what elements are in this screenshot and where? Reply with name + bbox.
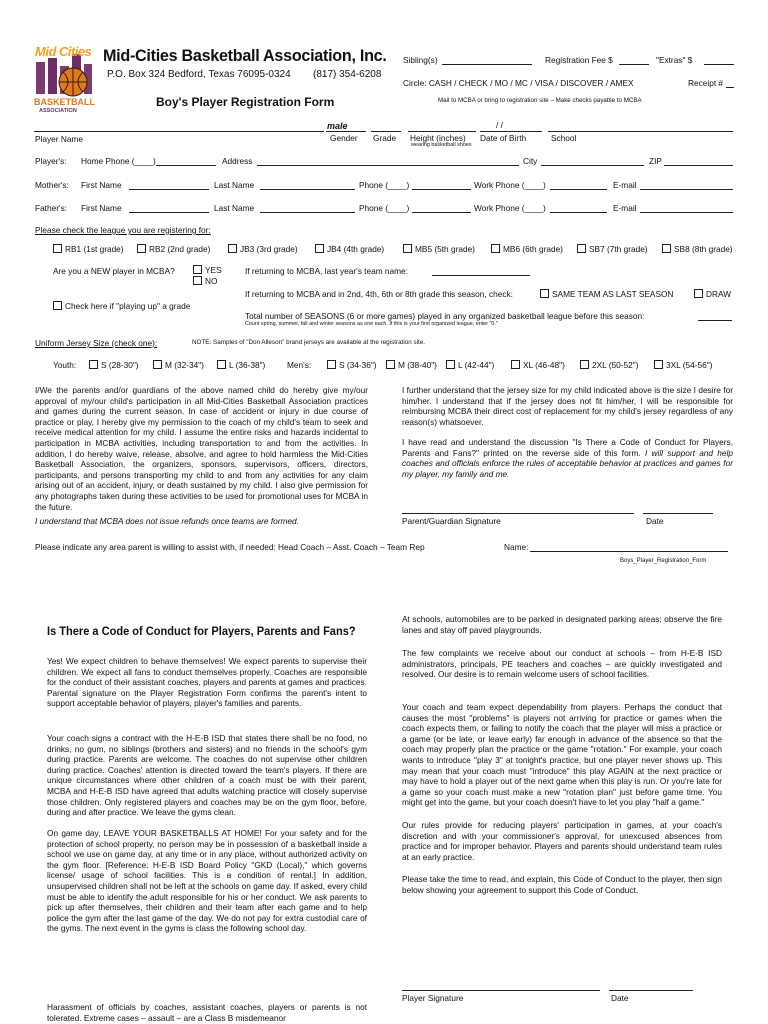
league-jb3[interactable]: JB3 (3rd grade) bbox=[228, 244, 298, 254]
address-field[interactable] bbox=[257, 165, 519, 166]
youth-s-checkbox[interactable] bbox=[89, 360, 98, 369]
grade-label: Grade bbox=[373, 133, 397, 143]
waiver-right-text-1: I further understand that the jersey size for my child indicated above is the size I desire for him/her. I understand that if the jersey does not fit him/her, I will be responsible for reimbursing MCBA their direct cost of replacement for my child's jersey regardless of any reason(s) whatsoever. bbox=[402, 385, 733, 427]
siblings-label: Sibling(s) bbox=[403, 55, 438, 65]
conduct-r3: Your coach and team expect dependability from players. Perhaps the conduct that causes the most "problems" is players not arriving for practice or games when the coach expects them, or failing to notify the coach that the player will miss a practice or a game (or be late, or leave early) far enough in advance of the absence so that the coach may properly plan the practice or the game "rotation." For example, your coach wants to introduce "play 3" at tonight's practice, but one player never shows up. This may mean that your coach must "introduce" this play AGAIN at the next practice or may have to hold a player out of the next game when this play is run. Or you're late for a game so your coach must make a new "rotation plan" just before game time. You might get into the game, but your coach doesn't have to let you play "half a game." bbox=[402, 702, 722, 808]
conduct-r5: Please take the time to read, and explain, this Code of Conduct to the player, then sign below showing your agreement to support this Code of Conduct. bbox=[402, 874, 722, 895]
home-phone-field[interactable] bbox=[156, 165, 216, 166]
receipt-field[interactable] bbox=[726, 87, 734, 88]
mens-size-xl[interactable]: XL (46-48") bbox=[511, 360, 565, 370]
mens-3xl-checkbox[interactable] bbox=[654, 360, 663, 369]
league-sb7-checkbox[interactable] bbox=[577, 244, 586, 253]
fathers-label: Father's: bbox=[35, 203, 68, 213]
player-signature-label: Player Signature bbox=[402, 993, 464, 1003]
assist-name-label: Name: bbox=[504, 542, 529, 552]
mens-size-2xl[interactable]: 2XL (50-52") bbox=[580, 360, 638, 370]
extras-label: "Extras" $ bbox=[656, 55, 693, 65]
parent-signature-field[interactable] bbox=[402, 513, 634, 514]
receipt-label: Receipt # bbox=[688, 78, 724, 88]
playing-up[interactable]: Check here if "playing up" a grade bbox=[53, 301, 190, 311]
father-last-name-field[interactable] bbox=[260, 212, 355, 213]
league-mb5-checkbox[interactable] bbox=[403, 244, 412, 253]
logo-bottom-text: BASKETBALL bbox=[34, 97, 95, 107]
mother-work-phone-label: Work Phone (____) bbox=[474, 180, 546, 190]
zip-label: ZIP bbox=[649, 156, 662, 166]
city-label: City bbox=[523, 156, 538, 166]
returning-grade-label: If returning to MCBA and in 2nd, 4th, 6th or 8th grade this season, check: bbox=[245, 289, 513, 299]
league-jb3-checkbox[interactable] bbox=[228, 244, 237, 253]
father-work-phone-field[interactable] bbox=[550, 212, 607, 213]
league-prompt: Please check the league you are registering for: bbox=[35, 225, 211, 235]
mother-first-name-label: First Name bbox=[81, 180, 122, 190]
father-email-field[interactable] bbox=[640, 212, 733, 213]
mens-size-l[interactable]: L (42-44") bbox=[446, 360, 494, 370]
dob-separator: / / bbox=[496, 120, 503, 130]
mens-s-checkbox[interactable] bbox=[327, 360, 336, 369]
waiver-right-text-2b: I will support and help coaches and officials enforce the rules of acceptable behavior at practices and games for my player, my family and me. bbox=[402, 447, 733, 479]
league-rb2-checkbox[interactable] bbox=[137, 244, 146, 253]
parent-date-field[interactable] bbox=[643, 513, 713, 514]
waiver-right-text-2 bbox=[402, 437, 733, 479]
logo-top-text: Mid Cities bbox=[35, 44, 92, 59]
home-phone-label: Home Phone (____) bbox=[81, 156, 156, 166]
player-name-label: Player Name bbox=[35, 134, 83, 144]
mother-email-label: E-mail bbox=[613, 180, 637, 190]
new-player-question: Are you a NEW player in MCBA? bbox=[53, 266, 175, 276]
mothers-label: Mother's: bbox=[35, 180, 69, 190]
form-title: Boy's Player Registration Form bbox=[156, 95, 335, 109]
org-name: Mid-Cities Basketball Association, Inc. bbox=[103, 46, 387, 65]
father-first-name-field[interactable] bbox=[129, 212, 209, 213]
father-first-name-label: First Name bbox=[81, 203, 122, 213]
city-field[interactable] bbox=[541, 165, 644, 166]
conduct-r4: Our rules provide for reducing players' participation in games, at your coach's discretion and with your commissioner's approval, for unexcused absences from practice and for improper behavior. Players and parents should understand team rules at an early practice. bbox=[402, 820, 722, 862]
jersey-note: NOTE: Samples of "Don Alleson" brand jerseys are available at the registration site. bbox=[192, 339, 426, 346]
refund-note: I understand that MCBA does not issue refunds once teams are formed. bbox=[35, 516, 299, 526]
mens-l-checkbox[interactable] bbox=[446, 360, 455, 369]
assist-text: Please indicate any area parent is willing to assist with, if needed: Head Coach – Asst. Coach – Team Rep bbox=[35, 542, 425, 552]
conduct-p1: Yes! We expect children to behave themselves! We expect parents to supervise their children. We expect all fans to conduct themselves properly. Coaches are responsible for the conduct of their assistant coaches, players and parents at games and practices. Parental signature on the Player Registration Form confirms the parent's intent to support acceptable behavior of players, player's families and parents. bbox=[47, 656, 367, 709]
youth-l-checkbox[interactable] bbox=[217, 360, 226, 369]
player-date-label: Date bbox=[611, 993, 629, 1003]
mens-xl-checkbox[interactable] bbox=[511, 360, 520, 369]
new-player-no[interactable]: NO bbox=[193, 276, 217, 286]
address-label: Address bbox=[222, 156, 253, 166]
mother-phone-label: Phone (____) bbox=[359, 180, 410, 190]
gender-value: male bbox=[327, 121, 348, 131]
fee-label: Registration Fee $ bbox=[545, 55, 613, 65]
league-mb6-checkbox[interactable] bbox=[491, 244, 500, 253]
school-label: School bbox=[551, 133, 577, 143]
payment-circle-label: Circle: CASH / CHECK / MO / MC / VISA / DISCOVER / AMEX bbox=[403, 78, 634, 88]
mens-size-m[interactable]: M (38-40") bbox=[386, 360, 437, 370]
mens-size-s[interactable]: S (34-36") bbox=[327, 360, 377, 370]
mens-2xl-checkbox[interactable] bbox=[580, 360, 589, 369]
jersey-label: Uniform Jersey Size (check one): bbox=[35, 338, 158, 348]
player-signature-field[interactable] bbox=[402, 990, 600, 991]
youth-size-s[interactable]: S (28-30") bbox=[89, 360, 139, 370]
league-sb8[interactable]: SB8 (8th grade) bbox=[662, 244, 733, 254]
parent-signature-label: Parent/Guardian Signature bbox=[402, 516, 501, 526]
same-team-option[interactable]: SAME TEAM AS LAST SEASON bbox=[540, 289, 673, 299]
draw-checkbox[interactable] bbox=[694, 289, 703, 298]
height-field[interactable] bbox=[408, 131, 476, 132]
same-team-checkbox[interactable] bbox=[540, 289, 549, 298]
league-jb4[interactable]: JB4 (4th grade) bbox=[315, 244, 384, 254]
parent-date-label: Date bbox=[646, 516, 664, 526]
league-sb8-checkbox[interactable] bbox=[662, 244, 671, 253]
conduct-p3: On game day, LEAVE YOUR BASKETBALLS AT HOME! For your safety and for the protection of school property, no person may be in possession of a basketball inside a school we use on game day, at any time or in any place, without authorized activity on the gym floor. [Reference: H-E-B ISD Board Policy "GKD (Local)," which governs license/ usage of school facilities. This is a condition of rental.] In addition, unsupervised children shall not be left at the schools on game day. If asked, every child must be able to identify the adult responsible for his or her conduct. We ask parents to pick up after themselves, their children and their team after each game and to help police the gym after the last game of the day. We do not pay for extra custodial care of the gyms. The next event in the gyms is class the following school day. bbox=[47, 828, 367, 934]
extras-field[interactable] bbox=[704, 64, 734, 65]
league-mb6[interactable]: MB6 (6th grade) bbox=[491, 244, 563, 254]
draw-option[interactable]: DRAW bbox=[694, 289, 731, 299]
height-note: wearing basketball shoes bbox=[411, 142, 472, 148]
form-id: Boys_Player_Registration_Form bbox=[620, 558, 707, 564]
dob-field[interactable] bbox=[480, 131, 542, 132]
seasons-note: Count spring, summer, fall and winter seasons as one each. If this is your first organized league, enter "0." bbox=[245, 321, 498, 327]
mother-email-field[interactable] bbox=[640, 189, 733, 190]
league-rb2[interactable]: RB2 (2nd grade) bbox=[137, 244, 210, 254]
conduct-title: Is There a Code of Conduct for Players, Parents and Fans? bbox=[47, 624, 356, 638]
logo-sub-text: ASSOCIATION bbox=[39, 108, 77, 114]
mens-m-checkbox[interactable] bbox=[386, 360, 395, 369]
conduct-p4: Harassment of officials by coaches, assistant coaches, players or parents is not tolerated. Extreme cases – assault – are a Class B misdemeanor bbox=[47, 1002, 367, 1023]
youth-m-checkbox[interactable] bbox=[153, 360, 162, 369]
father-work-phone-label: Work Phone (____) bbox=[474, 203, 546, 213]
seasons-field[interactable] bbox=[698, 320, 732, 321]
new-player-yes[interactable]: YES bbox=[193, 265, 222, 275]
seasons-question: Total number of SEASONS (6 or more games) played in any organized basketball league before this season: bbox=[245, 311, 645, 321]
mother-phone-field[interactable] bbox=[412, 189, 471, 190]
league-rb1-checkbox[interactable] bbox=[53, 244, 62, 253]
mens-size-3xl[interactable]: 3XL (54-56") bbox=[654, 360, 712, 370]
league-sb7[interactable]: SB7 (7th grade) bbox=[577, 244, 648, 254]
gender-field[interactable] bbox=[326, 131, 366, 132]
conduct-p2: Your coach signs a contract with the H-E-B ISD that states there shall be no food, no drinks, no gum, no siblings (brothers and sisters) and no friends in the school's gym during practice. Parents are welcome. The coaches do not supervise other children during practice. Coaches' attention is directed toward the team's players. If there are unique circumstances where other children of a coach must be with their parent, MCBA and H-E-B ISD have agreed that adults watching practice will closely supervise those children. Only registered players and coaches may be on the gym floor, before, during and after practice. We leave the gyms clean. bbox=[47, 733, 367, 818]
returning-team-field[interactable] bbox=[432, 275, 530, 276]
waiver-right-text-2a: I have read and understand the discussion "Is There a Code of Conduct for Players, Parents and Fans?" printed on the reverse side of this form. bbox=[402, 437, 733, 458]
playing-up-checkbox[interactable] bbox=[53, 301, 62, 310]
dob-label: Date of Birth bbox=[480, 133, 527, 143]
zip-field[interactable] bbox=[664, 165, 733, 166]
siblings-field[interactable] bbox=[442, 64, 532, 65]
fee-field[interactable] bbox=[619, 64, 649, 65]
father-phone-field[interactable] bbox=[412, 212, 471, 213]
grade-field[interactable] bbox=[371, 131, 401, 132]
youth-size-m[interactable]: M (32-34") bbox=[153, 360, 204, 370]
gender-label: Gender bbox=[330, 133, 358, 143]
league-jb4-checkbox[interactable] bbox=[315, 244, 324, 253]
mother-work-phone-field[interactable] bbox=[550, 189, 607, 190]
org-address: P.O. Box 324 Bedford, Texas 76095-0324 bbox=[107, 69, 291, 80]
no-checkbox[interactable] bbox=[193, 276, 202, 285]
mother-first-name-field[interactable] bbox=[129, 189, 209, 190]
height-label: Height (inches) bbox=[410, 133, 466, 143]
player-date-field[interactable] bbox=[609, 990, 693, 991]
yes-checkbox[interactable] bbox=[193, 265, 202, 274]
youth-size-l[interactable]: L (36-38") bbox=[217, 360, 265, 370]
assist-name-field[interactable] bbox=[530, 551, 728, 552]
youth-label: Youth: bbox=[53, 360, 77, 370]
logo bbox=[33, 44, 95, 116]
league-rb1[interactable]: RB1 (1st grade) bbox=[53, 244, 124, 254]
father-email-label: E-mail bbox=[613, 203, 637, 213]
waiver-left-text: I/We the parents and/or guardians of the above named child do hereby give my/our approval of my/our child's participation in all Mid-Cities Basketball Association practices and games during the current season. In case of accident or injury in due course of practice or play, I hereby give my permission to the coach of my child's team to seek and receive medical attention for my child. I assume the entire risks and hazards incidental to participation in MCBA activities, including transportation to and from the activities. In addition, I do hereby waive, release, absolve, and agree to hold harmless the Mid-Cities Basketball Association, the organizers, sponsors, supervisors, officers, directors, participants, and persons transporting my child to and from any activities for any claim arising out of an accident, injury, or death sustained by my child. I also give permission for any photographs taken during these activities to be used for promotional uses for MCBA in the future. bbox=[35, 385, 368, 512]
mother-last-name-field[interactable] bbox=[260, 189, 355, 190]
school-field[interactable] bbox=[548, 131, 733, 132]
conduct-r1: At schools, automobiles are to be parked in designated parking areas; observe the fire lanes and stay off paved playgrounds. bbox=[402, 614, 722, 635]
conduct-r2: The few complaints we receive about our conduct at schools – from H-E-B ISD administrators, principals, PE teachers and coaches – are quickly investigated and resolved. Our desire is to remain welcome users of school facilities. bbox=[402, 648, 722, 680]
mother-last-name-label: Last Name bbox=[214, 180, 255, 190]
mail-note: Mail to MCBA or bring to registration site – Make checks payable to MCBA bbox=[438, 97, 642, 104]
org-phone: (817) 354-6208 bbox=[313, 69, 382, 80]
players-label: Player's: bbox=[35, 156, 67, 166]
player-name-field[interactable] bbox=[34, 131, 324, 132]
father-phone-label: Phone (____) bbox=[359, 203, 410, 213]
league-mb5[interactable]: MB5 (5th grade) bbox=[403, 244, 475, 254]
father-last-name-label: Last Name bbox=[214, 203, 255, 213]
mens-label: Men's: bbox=[287, 360, 312, 370]
returning-team-label: If returning to MCBA, last year's team name: bbox=[245, 266, 408, 276]
